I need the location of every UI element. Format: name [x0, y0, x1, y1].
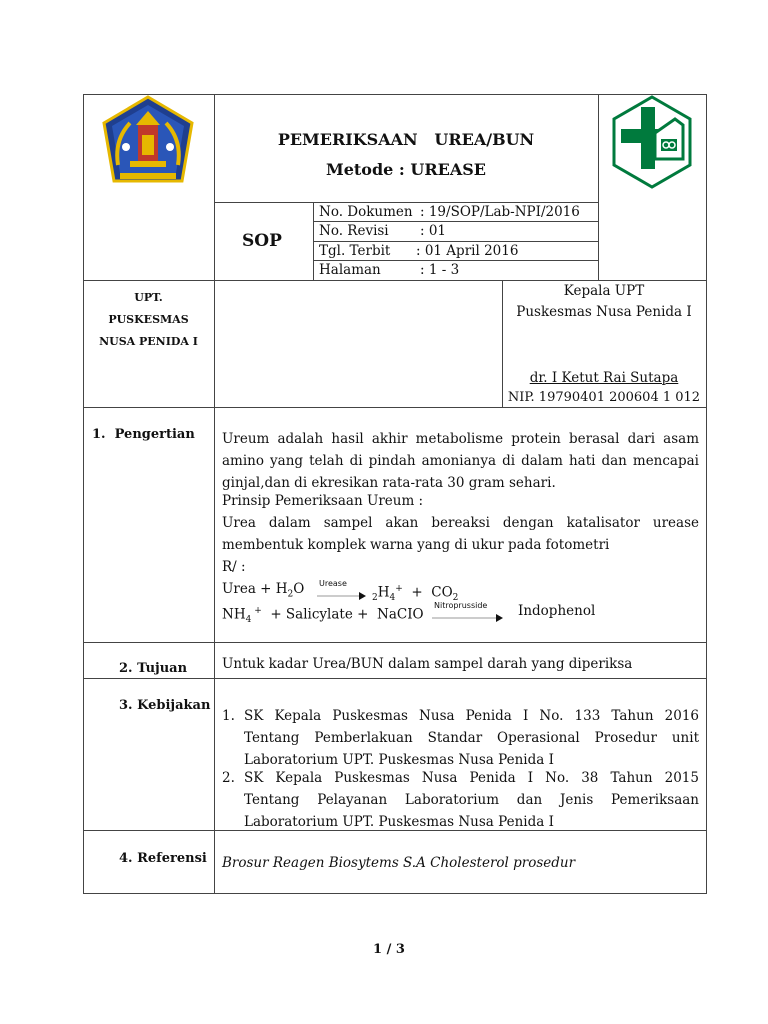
page-number: 1 / 3: [373, 942, 405, 957]
text-line: SK Kepala Puskesmas Nusa Penida I No. 133 Tahun 2016: [244, 708, 699, 724]
kebijakan-item: [222, 767, 699, 833]
text-line: Laboratorium UPT. Puskesmas Nusa Penida I: [244, 814, 554, 830]
text-line: Tentang Pelayanan Laboratorium dan Jenis Pemeriksaan: [244, 792, 699, 808]
doc-info-value: : 19/SOP/Lab-NPI/2016: [420, 204, 580, 220]
section-label-tujuan: 2. Tujuan: [119, 661, 188, 676]
arrow-right-icon: [317, 586, 367, 596]
org-name-line: PUSKESMAS: [108, 313, 189, 326]
doc-info-label: No. Revisi: [319, 223, 389, 239]
reaction-1-catalyst: Urease: [319, 579, 347, 588]
reaction-2-reactants: $NH_4$ + + Salicylate + NaCIO: [222, 606, 424, 626]
head-nip: NIP. 19790401 200604 1 012: [507, 390, 701, 405]
prinsip-text: [222, 512, 699, 556]
section-label-kebijakan: 3. Kebijakan: [119, 698, 211, 713]
text-line: amino yang telah di pindah amonianya di dalam hati dan mencapai: [222, 453, 699, 469]
section-label-pengertian: 1. Pengertian: [92, 427, 195, 442]
reaction-1-reactants: Urea + $H_2O$: [222, 581, 305, 600]
reaction-2-catalyst: Nitroprusside: [434, 601, 488, 610]
prinsip-heading: Prinsip Pemeriksaan Ureum :: [222, 493, 424, 509]
text-line: Urea dalam sampel akan bereaksi dengan katalisator urease: [222, 515, 699, 531]
regency-emblem-icon: [100, 95, 196, 185]
referensi-text: Brosur Reagen Biosytems S.A Cholesterol prosedur: [222, 855, 576, 871]
text-line: Ureum adalah hasil akhir metabolisme protein berasal dari asam: [222, 431, 699, 447]
text-line: Laboratorium UPT. Puskesmas Nusa Penida I: [244, 752, 554, 768]
document-title: PEMERIKSAAN UREA/BUN: [277, 130, 535, 149]
list-number: 2.: [222, 770, 235, 786]
pengertian-text: [222, 428, 699, 494]
sop-label: SOP: [242, 231, 282, 251]
doc-info-label: Halaman: [319, 262, 381, 278]
tujuan-text: Untuk kadar Urea/BUN dalam sampel darah yang diperiksa: [222, 656, 633, 672]
text-line: membentuk komplek warna yang di ukur pada fotometri: [222, 537, 610, 553]
head-name: dr. I Ketut Rai Sutapa: [529, 370, 679, 386]
doc-info-value: : 1 - 3: [420, 262, 460, 278]
head-title: Puskesmas Nusa Penida I: [516, 304, 692, 320]
kebijakan-item: [222, 705, 699, 771]
reaction-1-products: $_2H_4^+ + CO_2$: [372, 584, 459, 604]
puskesmas-logo-icon: [611, 95, 693, 189]
text-line: ginjal,dan di ekresikan rata-rata 30 gram sehari.: [222, 475, 556, 491]
reaction-heading: R/ :: [222, 559, 246, 575]
reaction-2-product: Indophenol: [518, 603, 596, 619]
arrow-right-icon: [432, 608, 504, 618]
section-label-referensi: 4. Referensi: [119, 851, 207, 866]
org-name-line: NUSA PENIDA I: [99, 335, 198, 348]
document-method: Metode : UREASE: [326, 160, 486, 179]
doc-info-value: : 01: [420, 223, 447, 239]
doc-info-value: : 01 April 2016: [416, 243, 519, 259]
doc-info-label: Tgl. Terbit: [319, 243, 391, 259]
head-title: Kepala UPT: [563, 283, 645, 299]
org-name-line: UPT.: [134, 291, 163, 304]
text-line: Tentang Pemberlakuan Standar Operasional Prosedur unit: [244, 730, 699, 746]
list-number: 1.: [222, 708, 235, 724]
text-line: SK Kepala Puskesmas Nusa Penida I No. 38 Tahun 2015: [244, 770, 699, 786]
doc-info-label: No. Dokumen: [319, 204, 413, 220]
